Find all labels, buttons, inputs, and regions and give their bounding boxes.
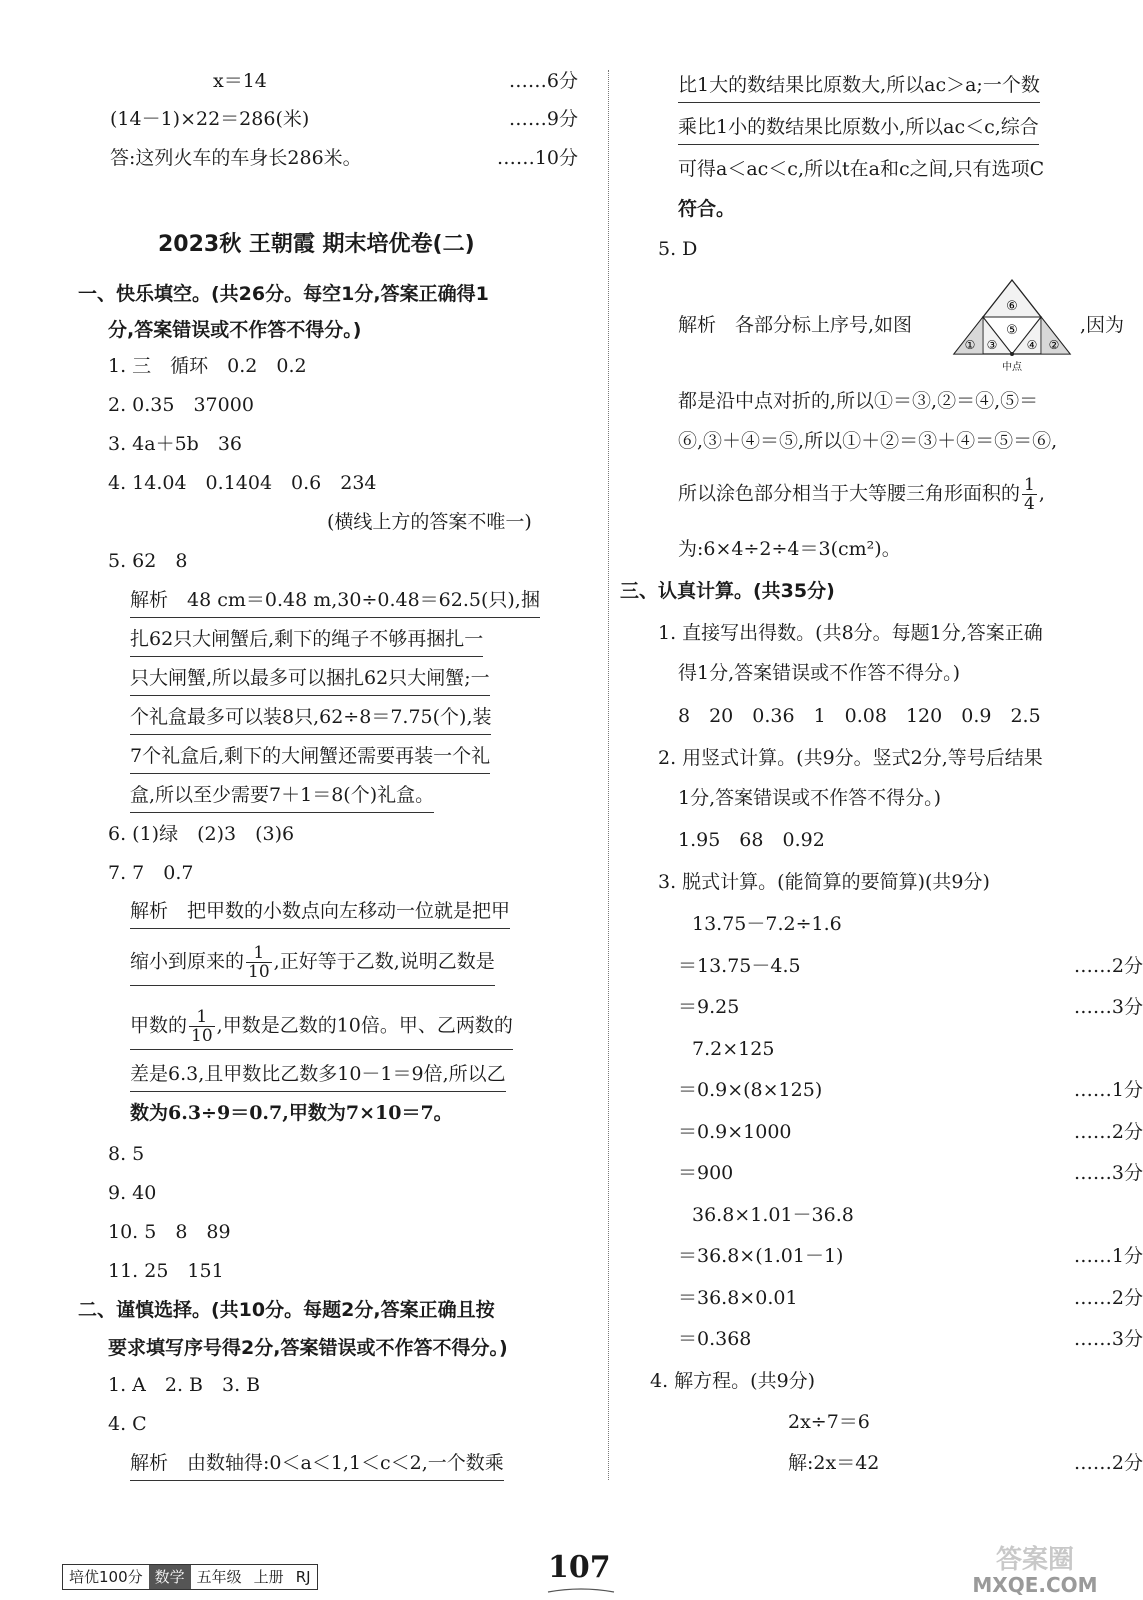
- badge-edition: RJ: [295, 1568, 311, 1586]
- continued-analysis-line: 乘比1小的数结果比原数小,所以ac＜c,综合: [678, 114, 1039, 145]
- fraction-denominator: 4: [1024, 494, 1035, 514]
- figure-label: 中点: [1002, 362, 1022, 373]
- score-label: ……1分: [1073, 1245, 1143, 1267]
- q6-answer: 6. (1)绿 (2)3 (3)6: [108, 823, 295, 845]
- book-badge: [62, 1564, 318, 1590]
- score-label: ……3分: [1073, 1162, 1143, 1184]
- q4-answer: 4. 14.04 0.1404 0.6 234: [108, 472, 377, 494]
- calc-q2-line: 1分,答案错误或不作答不得分。): [678, 787, 942, 809]
- score-label: ……10分: [496, 147, 578, 169]
- section1-heading-line1: 一、快乐填空。(共26分。每空1分,答案正确得1: [78, 283, 489, 305]
- calc-step: ＝900: [678, 1162, 734, 1184]
- q5-analysis-line: 扎62只大闸蟹后,剩下的绳子不够再捆扎一: [130, 626, 483, 657]
- q7-analysis-line: [130, 1008, 513, 1050]
- q4-note: (横线上方的答案不唯一): [327, 511, 532, 533]
- answer-line: 答:这列火车的车身长286米。: [110, 147, 362, 169]
- page-number-swoosh: [546, 1586, 616, 1596]
- q9-answer: 9. 40: [108, 1182, 157, 1204]
- calc-step: ＝0.368: [678, 1328, 752, 1350]
- fraction-numerator: 1: [1024, 475, 1035, 495]
- q10-answer: 10. 5 8 89: [108, 1221, 231, 1243]
- section2-heading-line2: 要求填写序号得2分,答案错误或不作答不得分。): [108, 1337, 508, 1359]
- q5-analysis-text: ⑥,③＋④＝⑤,所以①＋②＝③＋④＝⑤＝⑥,: [678, 430, 1058, 452]
- score-label: ……6分: [508, 70, 578, 92]
- badge-grade: 五年级: [196, 1568, 242, 1586]
- calc-q1-line: 1. 直接写出得数。(共8分。每题1分,答案正确: [658, 622, 1043, 644]
- column-divider: [608, 70, 609, 1480]
- badge-volume: 上册: [253, 1568, 284, 1586]
- q5-analysis-line: 解析 48 cm＝0.48 m,30÷0.48＝62.5(只),捆: [130, 587, 540, 618]
- score-label: ……3分: [1073, 996, 1143, 1018]
- choice-q4-analysis: 解析 由数轴得:0＜a＜1,1＜c＜2,一个数乘: [130, 1450, 504, 1481]
- score-label: ……2分: [1073, 1287, 1143, 1309]
- calc-q4-heading: 4. 解方程。(共9分): [650, 1370, 816, 1392]
- figure-label: ①: [964, 338, 976, 352]
- q5-analysis-line: 个礼盒最多可以装8只,62÷8＝7.75(个),装: [130, 704, 491, 735]
- watermark-logo: [935, 1540, 1135, 1600]
- figure-label: ②: [1048, 338, 1060, 352]
- score-label: ……1分: [1073, 1079, 1143, 1101]
- answer-line: (14－1)×22＝286(米): [110, 108, 310, 130]
- calc-step: ＝0.9×(8×125): [678, 1079, 823, 1101]
- score-label: ……2分: [1073, 955, 1143, 977]
- q2-answer: 2. 0.35 37000: [108, 394, 254, 416]
- fraction-numerator: 1: [246, 944, 272, 963]
- calc-q1-line: 得1分,答案错误或不作答不得分。): [678, 662, 961, 684]
- q5-analysis-line: 盒,所以至少需要7＋1＝8(个)礼盒。: [130, 782, 434, 813]
- q8-answer: 8. 5: [108, 1143, 145, 1165]
- fraction-numerator: 1: [189, 1008, 215, 1027]
- fraction: [246, 944, 272, 981]
- section3-heading: 三、认真计算。(共35分): [620, 580, 835, 602]
- calc-step: 13.75－7.2÷1.6: [692, 913, 842, 935]
- q5-analysis-text: ,因为: [1080, 314, 1125, 336]
- fraction-denominator: 10: [191, 1026, 213, 1046]
- triangle-figure: [950, 278, 1074, 374]
- score-label: ……2分: [1073, 1121, 1143, 1143]
- q5-analysis-line: 7个礼盒后,剩下的大闸蟹还需要再装一个礼: [130, 743, 490, 774]
- calc-step: ＝13.75－4.5: [678, 955, 801, 977]
- q11-answer: 11. 25 151: [108, 1260, 224, 1282]
- q5-analysis-text: 所以涂色部分相当于大等腰三角形面积的: [678, 482, 1021, 505]
- calc-step: ＝0.9×1000: [678, 1121, 792, 1143]
- q7-analysis-line: [130, 944, 495, 986]
- paper-title: 2023秋 王朝霞 期末培优卷(二): [158, 232, 475, 257]
- figure-label: ⑤: [1006, 323, 1018, 338]
- choice-q4-answer: 4. C: [108, 1413, 147, 1435]
- calc-q2-line: 2. 用竖式计算。(共9分。竖式2分,等号后结果: [658, 747, 1043, 769]
- q1-answer: 1. 三 循环 0.2 0.2: [108, 355, 307, 377]
- q7-analysis-line: 差是6.3,且甲数比乙数多10－1＝9倍,所以乙: [130, 1061, 506, 1092]
- figure-label: ④: [1026, 338, 1038, 352]
- score-label: ……3分: [1073, 1328, 1143, 1350]
- calc-q1-answers: 8 20 0.36 1 0.08 120 0.9 2.5: [678, 705, 1041, 727]
- q5-analysis-text: ,: [1038, 482, 1045, 505]
- calc-step: 36.8×1.01－36.8: [692, 1204, 854, 1226]
- figure-label: ③: [986, 338, 998, 352]
- calc-step: 7.2×125: [692, 1038, 775, 1060]
- q7-analysis-text: 缩小到原来的: [130, 950, 245, 973]
- q5-analysis-text: [678, 476, 1045, 513]
- score-label: ……2分: [1073, 1452, 1143, 1474]
- q7-analysis-text: ,正好等于乙数,说明乙数是: [273, 950, 495, 973]
- watermark-text: MXQE.COM: [972, 1573, 1098, 1597]
- calc-q3-heading: 3. 脱式计算。(能简算的要简算)(共9分): [658, 871, 990, 893]
- q5-analysis-text: 解析 各部分标上序号,如图: [678, 314, 913, 336]
- calc-step: ＝36.8×(1.01－1): [678, 1245, 844, 1267]
- badge-series: 培优100分: [69, 1568, 143, 1586]
- svg-text:答案圈: 答案圈: [995, 1545, 1075, 1575]
- score-label: ……9分: [508, 108, 578, 130]
- answer-line: x＝14: [213, 70, 267, 92]
- equation-line: 2x÷7＝6: [788, 1411, 870, 1433]
- q5-answer: 5. 62 8: [108, 550, 188, 572]
- section2-heading-line1: 二、谨慎选择。(共10分。每题2分,答案正确且按: [78, 1299, 495, 1321]
- calc-step: ＝9.25: [678, 996, 740, 1018]
- calc-q2-answers: 1.95 68 0.92: [678, 829, 825, 851]
- q5-choice-answer: 5. D: [658, 238, 698, 260]
- q3-answer: 3. 4a＋5b 36: [108, 433, 243, 455]
- q7-answer: 7. 7 0.7: [108, 862, 194, 884]
- calc-step: ＝36.8×0.01: [678, 1287, 798, 1309]
- choice-answers: 1. A 2. B 3. B: [108, 1374, 261, 1396]
- equation-line: 解:2x＝42: [788, 1452, 880, 1474]
- q7-analysis-text: ,甲数是乙数的10倍。甲、乙两数的: [216, 1014, 513, 1037]
- fraction: [1022, 476, 1037, 513]
- q7-analysis-line: 解析 把甲数的小数点向左移动一位就是把甲: [130, 898, 510, 929]
- figure-label: ⑥: [1006, 299, 1018, 314]
- q5-analysis-line: 只大闸蟹,所以最多可以捆扎62只大闸蟹;一: [130, 665, 490, 696]
- q7-analysis-line: 数为6.3÷9＝0.7,甲数为7×10＝7。: [130, 1102, 453, 1124]
- badge-subject: 数学: [149, 1565, 191, 1589]
- fraction-denominator: 10: [248, 962, 270, 982]
- continued-analysis-line: 符合。: [678, 198, 736, 220]
- continued-analysis-line: 可得a＜ac＜c,所以t在a和c之间,只有选项C: [678, 158, 1045, 180]
- q5-analysis-text: 都是沿中点对折的,所以①＝③,②＝④,⑤＝: [678, 390, 1039, 412]
- fraction: [189, 1008, 215, 1045]
- continued-analysis-line: 比1大的数结果比原数大,所以ac＞a;一个数: [678, 72, 1040, 103]
- page-number: 107: [548, 1550, 611, 1585]
- q7-analysis-text: 甲数的: [130, 1014, 188, 1037]
- section1-heading-line2: 分,答案错误或不作答不得分。): [108, 319, 362, 341]
- q5-analysis-text: 为:6×4÷2÷4＝3(cm²)。: [678, 538, 901, 560]
